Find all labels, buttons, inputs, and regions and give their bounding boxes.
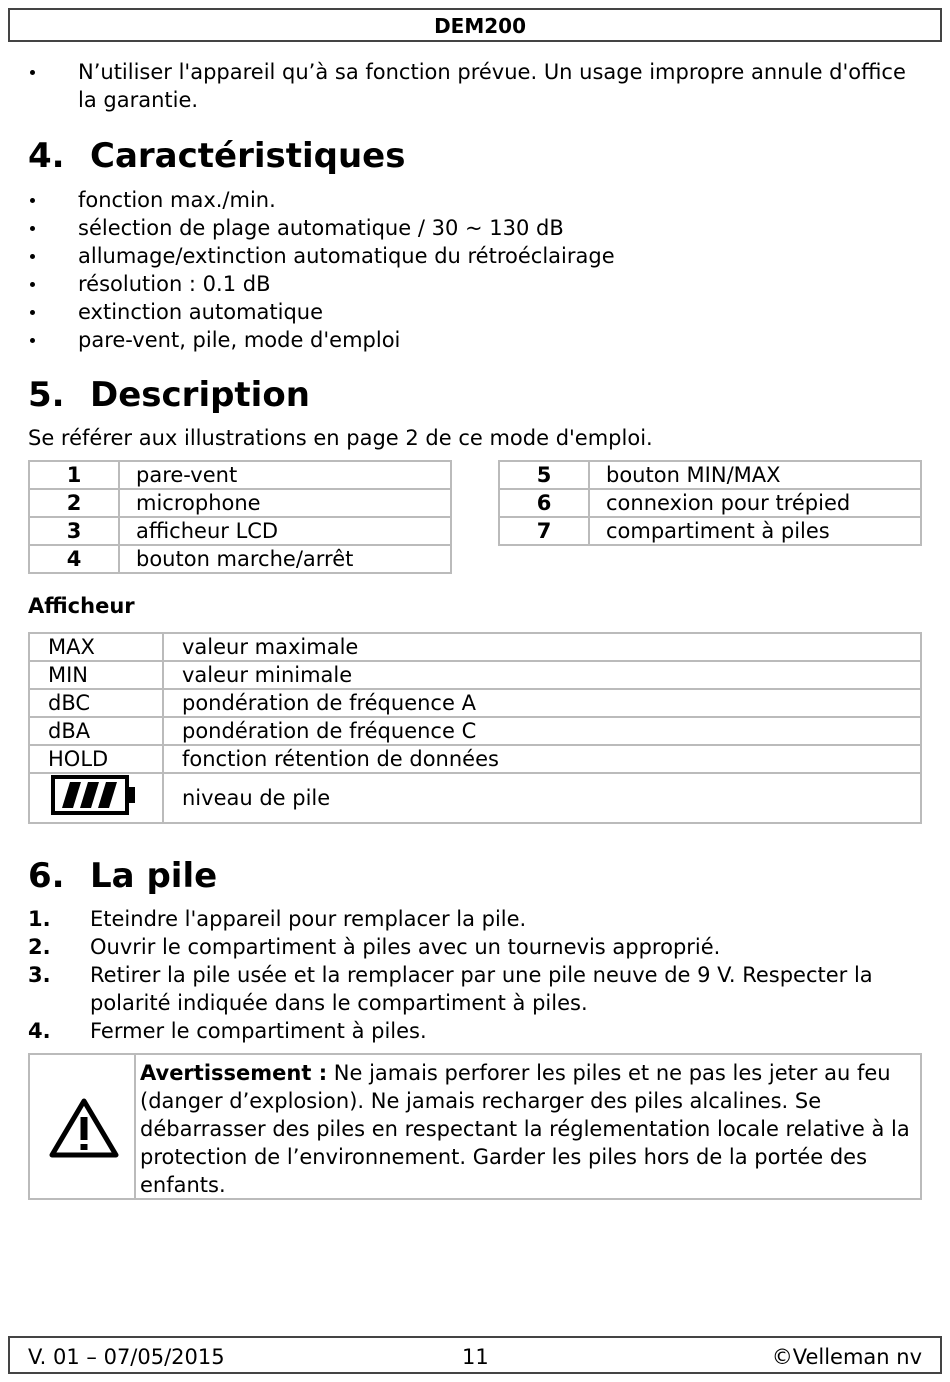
table-row [29, 717, 921, 745]
part-label: bouton MIN/MAX [589, 461, 921, 489]
part-label: bouton marche/arrêt [119, 545, 451, 573]
display-symbol: MIN [29, 661, 163, 689]
display-meaning: pondération de fréquence A [163, 689, 921, 717]
section-number: 6. [28, 856, 65, 896]
list-item [28, 905, 908, 933]
display-heading: Afficheur [28, 594, 135, 618]
display-meaning: pondération de fréquence C [163, 717, 921, 745]
section-number: 5. [28, 375, 65, 415]
display-symbol: MAX [29, 633, 163, 661]
warning-icon-cell [30, 1055, 136, 1198]
part-label: connexion pour trépied [589, 489, 921, 517]
table-row [29, 773, 921, 823]
description-intro: Se référer aux illustrations en page 2 de ce mode d'emploi. [28, 426, 653, 450]
display-table [28, 632, 922, 824]
step-text: Retirer la pile usée et la remplacer par une pile neuve de 9 V. Respecter la polarité indiquée dans le compartiment à piles. [90, 963, 873, 1015]
footer-version: V. 01 – 07/05/2015 [28, 1345, 225, 1369]
table-row [29, 633, 921, 661]
table-row [29, 545, 451, 573]
page-footer [8, 1336, 942, 1374]
display-symbol: HOLD [29, 745, 163, 773]
display-meaning: valeur maximale [163, 633, 921, 661]
list-item [28, 933, 908, 961]
part-label: compartiment à piles [589, 517, 921, 545]
table-row [499, 461, 921, 489]
features-list [28, 186, 908, 354]
list-item: sélection de plage automatique / 30 ~ 130 dB [28, 214, 908, 242]
header-title: DEM200 [434, 14, 526, 38]
step-text: Eteindre l'appareil pour remplacer la pile. [90, 907, 527, 931]
warning-box [28, 1053, 922, 1200]
section-title: Description [90, 375, 310, 415]
table-row [29, 489, 451, 517]
list-item: N’utiliser l'appareil qu’à sa fonction prévue. Un usage impropre annule d'office la garantie. [28, 58, 908, 114]
part-number: 3 [29, 517, 119, 545]
list-item: extinction automatique [28, 298, 908, 326]
parts-table-right [498, 460, 922, 546]
table-row [29, 661, 921, 689]
list-item: pare-vent, pile, mode d'emploi [28, 326, 908, 354]
page-number: 11 [462, 1345, 489, 1369]
section-6-heading [28, 856, 217, 896]
step-number: 1. [28, 907, 51, 931]
part-label: afficheur LCD [119, 517, 451, 545]
page-header [8, 8, 942, 42]
intro-bullet-list [28, 58, 908, 114]
section-number: 4. [28, 136, 65, 176]
section-4-heading [28, 136, 405, 176]
part-number: 6 [499, 489, 589, 517]
display-symbol: dBC [29, 689, 163, 717]
display-meaning: niveau de pile [163, 773, 921, 823]
part-number: 1 [29, 461, 119, 489]
part-number: 5 [499, 461, 589, 489]
battery-steps [28, 905, 908, 1045]
part-label: pare-vent [119, 461, 451, 489]
battery-level-icon [50, 774, 138, 816]
warning-label: Avertissement : [140, 1061, 328, 1085]
table-row [499, 517, 921, 545]
list-item: allumage/extinction automatique du rétroéclairage [28, 242, 908, 270]
table-row [499, 489, 921, 517]
display-symbol: dBA [29, 717, 163, 745]
list-item [28, 961, 908, 1017]
table-row [29, 689, 921, 717]
step-text: Ouvrir le compartiment à piles avec un tournevis approprié. [90, 935, 721, 959]
section-title: Caractéristiques [90, 136, 406, 176]
display-meaning: valeur minimale [163, 661, 921, 689]
table-row [29, 745, 921, 773]
table-row [29, 461, 451, 489]
warning-body: Ne jamais perforer les piles et ne pas les jeter au feu (danger d’explosion). Ne jamais recharger des piles alcalines. Se débarrasser des piles en respectant la réglementation locale relative à la protection de l’environnement. Garder les piles hors de la portée des enfants. [140, 1061, 910, 1197]
warning-triangle-icon [48, 1097, 120, 1159]
part-number: 4 [29, 545, 119, 573]
step-number: 2. [28, 935, 51, 959]
parts-table-left [28, 460, 452, 574]
section-title: La pile [90, 856, 218, 896]
part-number: 7 [499, 517, 589, 545]
display-meaning: fonction rétention de données [163, 745, 921, 773]
step-number: 4. [28, 1019, 51, 1043]
part-number: 2 [29, 489, 119, 517]
section-5-heading [28, 375, 310, 415]
table-row [29, 517, 451, 545]
list-item [28, 1017, 908, 1045]
step-text: Fermer le compartiment à piles. [90, 1019, 427, 1043]
list-item: résolution : 0.1 dB [28, 270, 908, 298]
battery-symbol-cell [29, 773, 163, 823]
footer-copyright: ©Velleman nv [771, 1345, 922, 1369]
part-label: microphone [119, 489, 451, 517]
step-number: 3. [28, 963, 51, 987]
warning-text [140, 1059, 910, 1199]
list-item: fonction max./min. [28, 186, 908, 214]
